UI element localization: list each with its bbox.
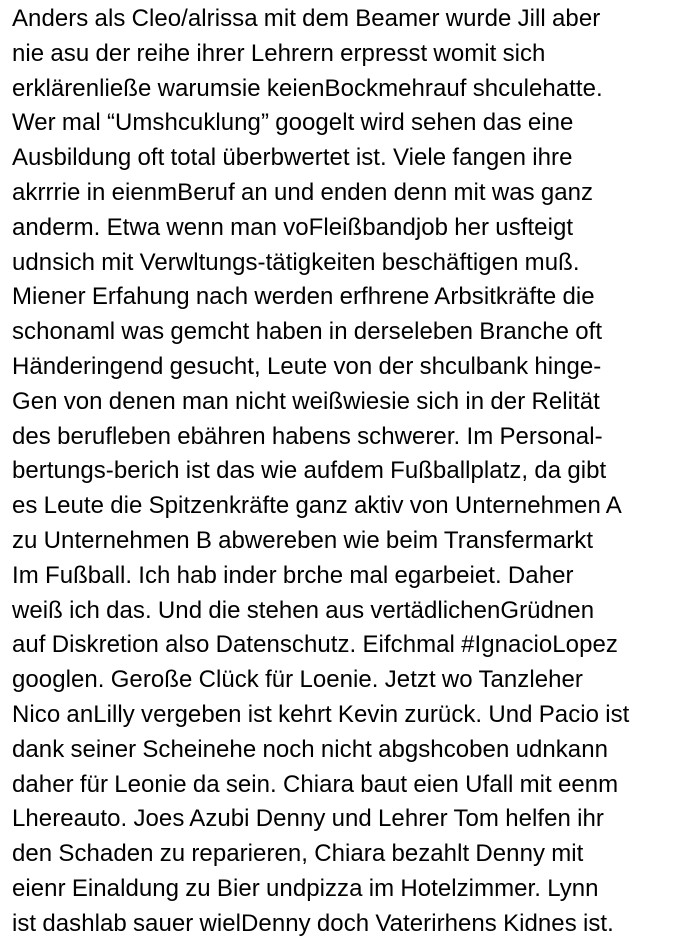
text-line: Wer mal “Umshcuklung” googelt wird sehen das eine (12, 109, 574, 137)
text-line: udnsich mit Verwltungs-tätigkeiten beschäftigen muß. (12, 248, 580, 276)
text-line: anderm. Etwa wenn man voFleißbandjob her usfteigt (12, 213, 574, 241)
text-line: nie asu der reihe ihrer Lehrern erpresst womit sich (12, 39, 546, 67)
text-line: ist dashlab sauer wielDenny doch Vaterirhens Kidnes ist. (12, 909, 614, 937)
text-line: zu Unternehmen B abwereben wie beim Transfermarkt (12, 526, 594, 554)
text-line: dank seiner Scheinehe noch nicht abgshcoben udnkann (12, 735, 608, 763)
text-line: es Leute die Spitzenkräfte ganz aktiv von Unternehmen A (12, 492, 622, 520)
text-line: Händeringend gesucht, Leute von der shculbank hinge- (12, 352, 602, 380)
text-line: Ausbildung oft total überbwertet ist. Viele fangen ihre (12, 144, 573, 172)
text-line: schonaml was gemcht haben in derseleben Branche oft (12, 318, 603, 346)
text-line: akrrrie in eienmBeruf an und enden denn mit was ganz (12, 178, 594, 206)
text-line: Nico anLilly vergeben ist kehrt Kevin zurück. Und Pacio ist (12, 700, 630, 728)
text-line: daher für Leonie da sein. Chiara baut eien Ufall mit eenm (12, 770, 619, 798)
text-line: des berufleben ebähren habens schwerer. Im Personal- (12, 422, 603, 450)
text-line: auf Diskretion also Datenschutz. Eifchmal #IgnacioLopez (12, 631, 618, 659)
text-line: googlen. Geroße Clück für Loenie. Jetzt wo Tanzleher (12, 666, 583, 694)
text-line: Gen von denen man nicht weißwiesie sich in der Relität (12, 387, 600, 415)
text-line: eienr Einaldung zu Bier undpizza im Hotelzimmer. Lynn (12, 874, 599, 902)
text-paragraph (12, 2, 680, 942)
text-line: Im Fußball. Ich hab inder brche mal egarbeiet. Daher (12, 561, 574, 589)
text-line: bertungs-berich ist das wie aufdem Fußballplatz, da gibt (12, 457, 607, 485)
text-line: Miener Erfahung nach werden erfhrene Arbsitkräfte die (12, 283, 595, 311)
text-line: Anders als Cleo/alrissa mit dem Beamer wurde Jill aber (12, 5, 601, 32)
text-line: weiß ich das. Und die stehen aus vertädlichenGrüdnen (12, 596, 595, 624)
text-line: den Schaden zu reparieren, Chiara bezahlt Denny mit (12, 840, 584, 868)
text-line: erklärenließe warumsie keienBockmehrauf shculehatte. (12, 74, 603, 102)
text-line: Lhereauto. Joes Azubi Denny und Lehrer Tom helfen ihr (12, 805, 604, 833)
